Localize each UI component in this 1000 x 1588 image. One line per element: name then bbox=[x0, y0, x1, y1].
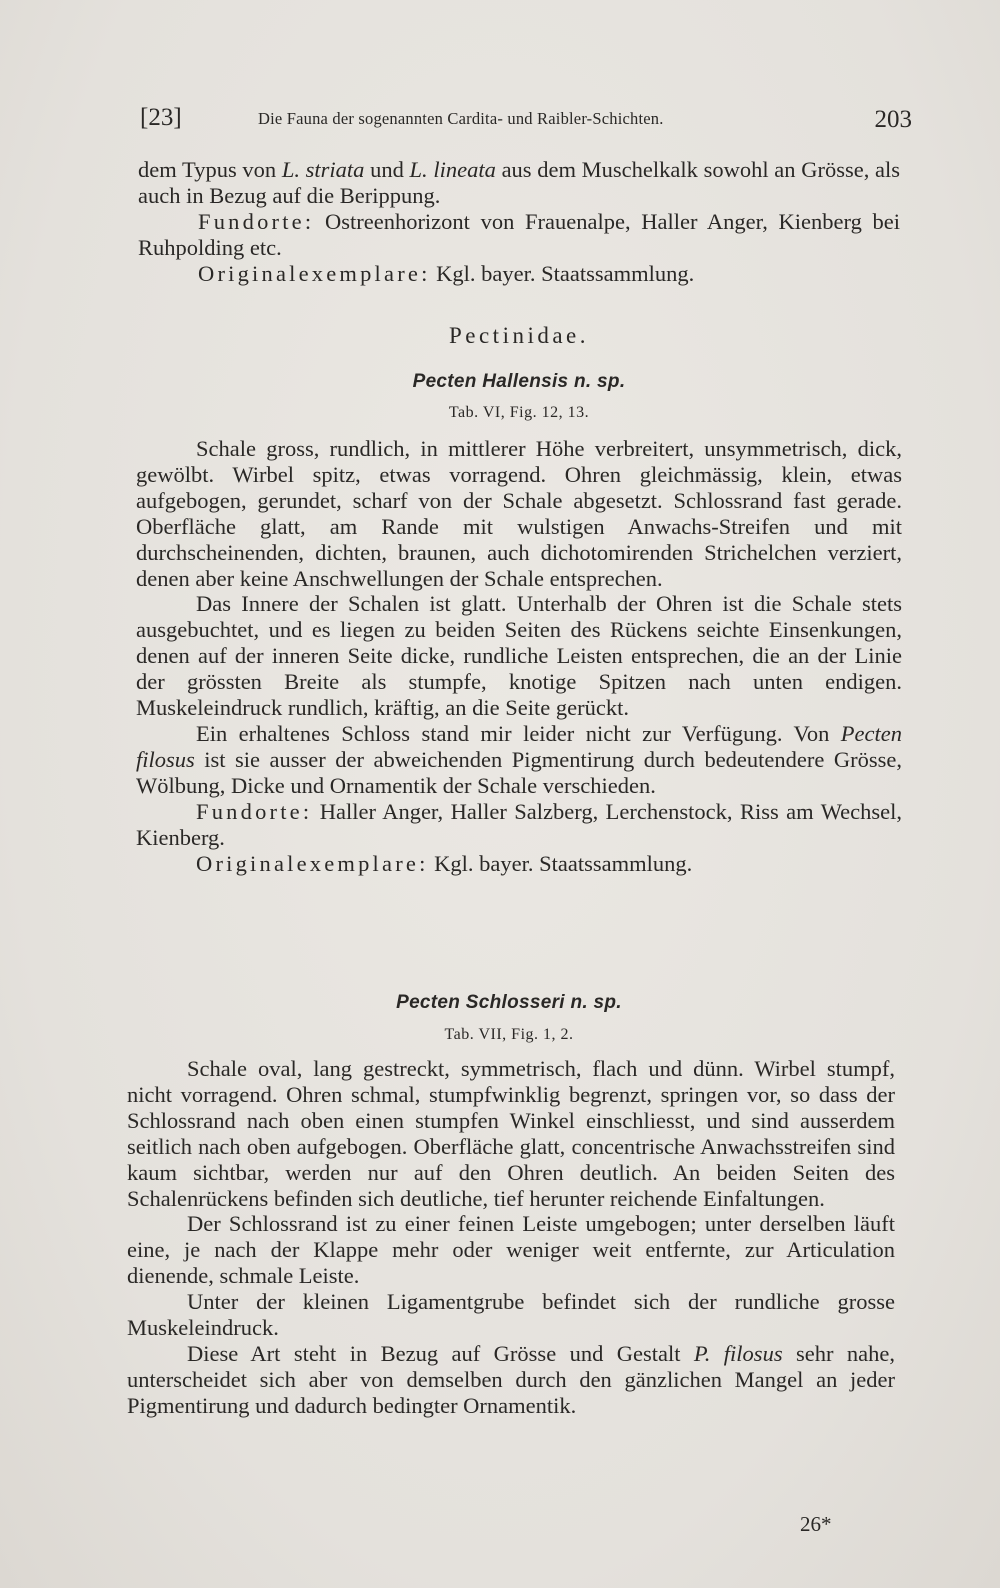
orig-label: Originalexemplare: bbox=[196, 850, 429, 876]
paragraph bbox=[136, 721, 902, 799]
species-heading-2: Pecten Schlosseri n. sp. bbox=[396, 992, 622, 1013]
paragraph bbox=[127, 1341, 895, 1419]
fundorte-label: Fundorte: bbox=[198, 208, 315, 234]
plate-reference-2: Tab. VII, Fig. 1, 2. bbox=[444, 1026, 574, 1043]
signature-mark: 26* bbox=[800, 1512, 832, 1536]
text-span: aus dem Muschelkalk sowohl an Grösse, als auch in Bezug auf die Berippung. bbox=[138, 157, 900, 208]
intro-block bbox=[138, 157, 900, 287]
orig-label: Originalexemplare: bbox=[198, 260, 431, 286]
text-span: und bbox=[364, 157, 410, 182]
running-title: Die Fauna der sogenannten Cardita- und Raibler-Schichten. bbox=[258, 109, 664, 128]
plate-reference-1: Tab. VI, Fig. 12, 13. bbox=[448, 404, 590, 421]
intro-originalexemplare bbox=[138, 261, 900, 287]
running-header bbox=[140, 104, 912, 136]
text-span: dem Typus von bbox=[138, 157, 282, 182]
fundorte-text: Haller Anger, Haller Salzberg, Lerchenstock, Riss am Wechsel, Kienberg. bbox=[136, 798, 902, 850]
taxon-name: L. striata bbox=[281, 157, 365, 182]
species-heading-1: Pecten Hallensis n. sp. bbox=[412, 371, 626, 392]
species1-description bbox=[136, 436, 902, 876]
species1-fundorte bbox=[136, 799, 902, 851]
taxon-name: P. filosus bbox=[693, 1340, 783, 1366]
fundorte-text: Ostreenhorizont von Frauenalpe, Haller Anger, Kienberg bei Ruhpolding etc. bbox=[138, 208, 900, 260]
family-heading: Pectinidae. bbox=[448, 323, 590, 348]
text-span: sehr nahe, unterscheidet sich aber von demselben durch den gänzlichen Mangel an jeder Pigmentirung und dadurch bedingter Ornamentik. bbox=[127, 1340, 895, 1418]
species2-description bbox=[127, 1056, 895, 1419]
intro-fundorte bbox=[138, 209, 900, 261]
taxon-name: L. lineata bbox=[409, 157, 496, 182]
paragraph: Schale oval, lang gestreckt, symmetrisch, flach und dünn. Wirbel stumpf, nicht vorragend. Ohren schmal, stumpfwinklig begrenzt, springen vor, so dass der Schlossrand nach oben einen stumpfen Winkel einschliesst, und sind ausserdem seitlich nach oben aufgebogen. Oberfläche glatt, concentrische Anwachsstreifen sind kaum sichtbar, werden nur auf den Ohren deutlich. An beiden Seiten des Schalenrückens befinden sich deutliche, tief herunter reichende Einfaltungen. bbox=[127, 1056, 895, 1211]
text-span: ist sie ausser der abweichenden Pigmentirung durch bedeutendere Grösse, Wölbung, Dicke und Ornamentik der Schale verschieden. bbox=[136, 746, 902, 798]
section-number: [23] bbox=[140, 104, 182, 131]
fundorte-label: Fundorte: bbox=[196, 798, 313, 824]
orig-text: Kgl. bayer. Staatssammlung. bbox=[428, 850, 693, 876]
paragraph: Das Innere der Schalen ist glatt. Unterhalb der Ohren ist die Schale stets ausgebuchtet, und es liegen zu beiden Seiten des Rückens seichte Einsenkungen, denen auf der inneren Seite dicke, rundliche Leisten entsprechen, die an der Linie der grössten Breite als stumpfe, knotige Spitzen nach unten endigen. Muskeleindruck rundlich, kräftig, an die Seite gerückt. bbox=[136, 591, 902, 721]
text-span: Diese Art steht in Bezug auf Grösse und Gestalt bbox=[187, 1340, 694, 1366]
page-number: 203 bbox=[874, 106, 912, 133]
paragraph: Der Schlossrand ist zu einer feinen Leiste umgebogen; unter derselben läuft eine, je nach der Klappe mehr oder weniger weit entfernte, zur Articulation dienende, schmale Leiste. bbox=[127, 1211, 895, 1289]
text-span: Ein erhaltenes Schloss stand mir leider nicht zur Verfügung. Von bbox=[196, 720, 841, 746]
species1-originalexemplare bbox=[136, 851, 902, 877]
taxon-name: Pecten filosus bbox=[136, 720, 902, 772]
paragraph: Schale gross, rundlich, in mittlerer Höhe verbreitert, unsymmetrisch, dick, gewölbt. Wirbel spitz, etwas vorragend. Ohren gleichmässig, klein, etwas aufgebogen, gerundet, scharf von der Schale abgesetzt. Schlossrand fast gerade. Oberfläche glatt, am Rande mit wulstigen Anwachs-Streifen und mit durchscheinenden, dichten, braunen, auch dichotomirenden Strichelchen verziert, denen aber keine Anschwellungen der Schale entsprechen. bbox=[136, 436, 902, 591]
orig-text: Kgl. bayer. Staatssammlung. bbox=[430, 260, 695, 286]
intro-paragraph bbox=[138, 157, 900, 209]
paragraph: Unter der kleinen Ligamentgrube befindet sich der rundliche grosse Muskeleindruck. bbox=[127, 1289, 895, 1341]
